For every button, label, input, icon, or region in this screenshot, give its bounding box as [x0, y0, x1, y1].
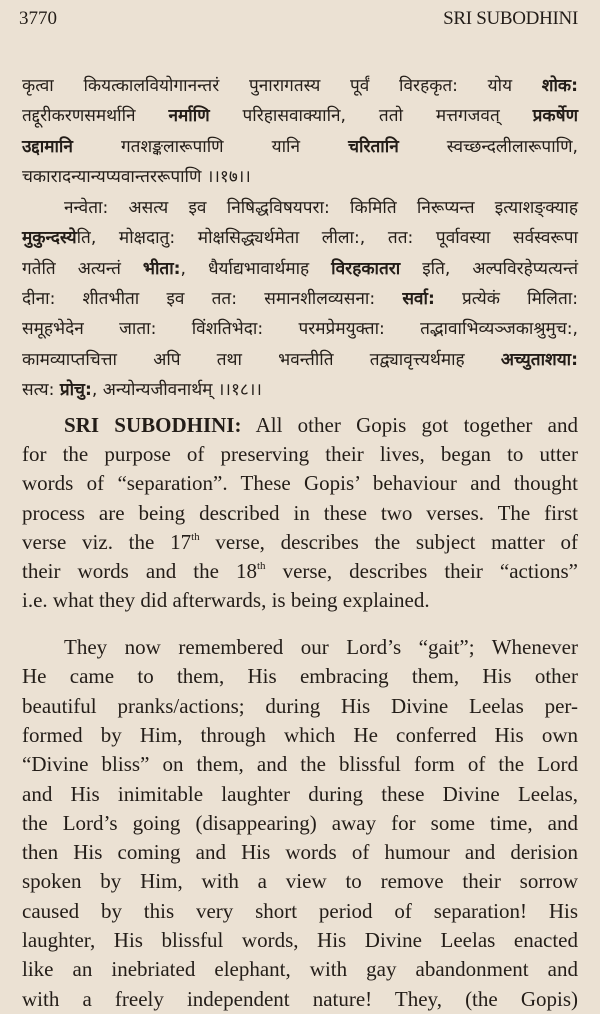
text-run: process are being described in these two verses. The first	[22, 500, 578, 525]
text-run: परिहासवाक्यानि, ततो मत्तगजवत्	[209, 106, 533, 127]
text-line	[22, 750, 578, 779]
bold-term: विरहकातरा	[331, 258, 401, 279]
text-run: laughter, His blissful words, His Divine Leelas enacted	[22, 928, 578, 952]
text-line	[22, 101, 578, 131]
text-line	[22, 897, 578, 926]
text-line	[22, 780, 578, 809]
text-line	[22, 499, 578, 528]
text-run: then His coming and His words of humour and derision	[22, 840, 578, 865]
text-line	[22, 375, 578, 405]
text-run: spoken by Him, with a view to remove their sorrow	[22, 869, 578, 894]
text-line	[22, 284, 578, 314]
text-line	[22, 955, 578, 984]
bold-term: अच्युताशया:	[500, 349, 578, 370]
text-line	[22, 469, 578, 498]
bold-term: प्रोचु:	[59, 379, 92, 400]
text-run: like an inebriated elephant, with gay abandonment and	[22, 957, 578, 982]
text-run: “Divine bliss” on them, and the blissful form of the Lord	[22, 752, 578, 777]
bold-term: प्रकर्षेण	[532, 106, 578, 127]
text-run: ति, मोक्षदातु: मोक्षसिद्ध्यर्थमेता लीला:, तत: पूर्वावस्या सर्वस्वरूपा	[76, 228, 578, 249]
text-line	[22, 71, 578, 101]
bold-term: शोक:	[541, 76, 578, 96]
text-line	[22, 692, 578, 721]
text-line	[64, 411, 578, 440]
text-run: स्वच्छन्दलीलारूपाणि,	[398, 136, 578, 157]
text-line	[22, 721, 578, 750]
text-run: verse, describes their “actions”	[265, 559, 578, 583]
text-run: their words and the 18	[22, 559, 257, 583]
text-line	[22, 528, 578, 557]
bold-term: चरितानि	[348, 136, 399, 157]
ordinal-suffix: th	[256, 560, 266, 572]
text-run: All other Gopis got together and	[241, 413, 578, 437]
text-line	[22, 662, 578, 691]
text-run: दीना: शीतभीता इव तत: समानशीलव्यसना:	[22, 288, 403, 309]
text-run: गतशङ्कलारूपाणि यानि	[72, 136, 349, 157]
text-run: नन्वेता: असत्य इव निषिद्धविषयपरा: किमिति निरूप्यन्त इत्याशङ्क्याह	[64, 198, 578, 218]
text-run: They now remembered our Lord’s “gait”; Whenever	[64, 635, 578, 659]
bold-term: भीता:	[142, 258, 181, 279]
text-run: beautiful pranks/actions; during His Divine Leelas per-	[22, 693, 578, 718]
text-line	[22, 557, 578, 586]
text-run: caused by this very short period of separation! His	[22, 898, 578, 923]
text-run: verse viz. the 17	[22, 529, 192, 554]
text-run: , धैर्याद्यभावार्थमाह	[180, 258, 332, 279]
bold-term: नर्माणि	[168, 106, 210, 127]
text-run: इति, अल्पविरहेप्यत्यन्तं	[400, 258, 578, 279]
text-run: the Lord’s going (disappearing) away for some time, and	[22, 810, 578, 835]
text-line	[22, 586, 578, 615]
text-line	[22, 926, 578, 955]
text-run: कामव्याप्तचित्ता अपि तथा भवन्तीति तद्व्यावृत्त्यर्थमाह	[22, 349, 501, 370]
bold-term: मुकुन्दस्ये	[22, 228, 77, 249]
text-run: and His inimitable laughter during these Divine Leelas,	[22, 781, 578, 806]
text-line	[22, 440, 578, 469]
text-line	[22, 809, 578, 838]
text-run: verse, describes the subject matter of	[199, 529, 578, 554]
text-line	[22, 985, 578, 1014]
text-run: गतेति अत्यन्तं	[22, 258, 143, 279]
text-line	[22, 345, 578, 375]
text-line	[22, 867, 578, 896]
text-run: प्रत्येकं मिलिता:	[434, 288, 579, 309]
text-run: He came to them, His embracing them, His other	[22, 664, 578, 689]
text-line	[22, 162, 578, 192]
text-run: formed by Him, through which He conferred His own	[22, 722, 578, 747]
text-line	[22, 314, 578, 344]
text-run: सत्य:	[22, 379, 60, 400]
text-line	[22, 254, 578, 284]
bold-term: उद्दामानि	[22, 136, 73, 157]
text-run: समूहभेदेन जाता: विंशतिभेदा: परमप्रेमयुक्ता: तद्भावाभिव्यञ्जकाश्रुमुच:,	[22, 319, 578, 340]
text-line	[22, 132, 578, 162]
text-line	[22, 223, 578, 253]
text-run: words of “separation”. These Gopis’ behaviour and thought	[22, 471, 578, 496]
text-line	[64, 633, 578, 662]
bold-term: सर्वा:	[402, 288, 435, 309]
text-run: , अन्योन्यजीवनार्थम् ।।१८।।	[91, 379, 262, 400]
text-run: कृत्वा कियत्कालवियोगानन्तरं पुनारागतस्य पूर्वं विरहकृत: योय	[22, 76, 542, 96]
ordinal-suffix: th	[191, 530, 200, 543]
text-run: with a freely independent nature! They, (the Gopis)	[22, 986, 578, 1011]
bold-term: SRI SUBODHINI:	[64, 413, 242, 437]
page-number: 3770	[19, 8, 57, 29]
text-run: चकारादन्यान्यप्यवान्तररूपाणि ।।१७।।	[22, 166, 251, 187]
text-line	[64, 193, 578, 223]
text-run: तद्दूरीकरणसमर्थानि	[22, 106, 169, 127]
running-title: SRI SUBODHINI	[443, 8, 578, 29]
text-run: for the purpose of preserving their lives, began to utter	[22, 442, 578, 467]
text-run: i.e. what they did afterwards, is being explained.	[22, 588, 430, 613]
running-head	[19, 4, 578, 34]
text-line	[22, 838, 578, 867]
